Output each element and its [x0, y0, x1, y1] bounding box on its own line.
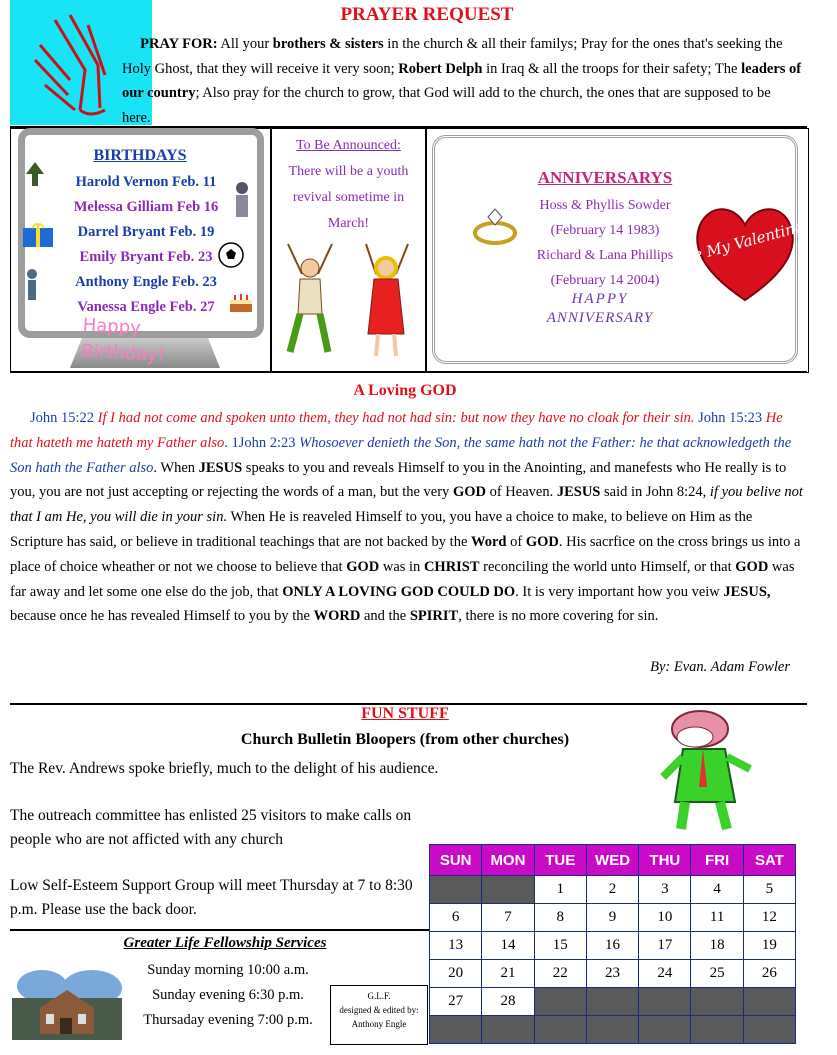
calendar-day: [586, 988, 638, 1016]
calendar-day: [743, 1016, 795, 1044]
calendar-week-row: [430, 932, 796, 960]
calendar-day: 2: [586, 876, 638, 904]
calendar-week-row: [430, 904, 796, 932]
anniversary-line: (February 14 2004): [550, 273, 660, 288]
calendar-day: 7: [482, 904, 534, 932]
calendar-day: [482, 876, 534, 904]
calendar-day: 9: [586, 904, 638, 932]
calendar-day: [482, 1016, 534, 1044]
calendar-day: [430, 876, 482, 904]
calendar-day: 6: [430, 904, 482, 932]
anniversary-line: Hoss & Phyllis Sowder: [539, 198, 671, 213]
happy-birthday-text: Happy Birthday!: [80, 314, 166, 366]
calendar-day: [639, 1016, 691, 1044]
birthdays-title: BIRTHDAYS: [93, 147, 187, 164]
day-header: SUN: [430, 845, 482, 876]
calendar-day: 16: [586, 932, 638, 960]
calendar-day: 14: [482, 932, 534, 960]
day-header: WED: [586, 845, 638, 876]
valentine-heart-image: [680, 195, 806, 310]
day-header: TUE: [534, 845, 586, 876]
calendar-day: 18: [691, 932, 743, 960]
blooper-item: The Rev. Andrews spoke briefly, much to the delight of his audience.: [10, 760, 439, 777]
divider: [10, 929, 429, 931]
valentine-text: Be My Valentine: [680, 217, 806, 268]
calendar-day: [534, 1016, 586, 1044]
article-title: A Loving GOD: [353, 382, 457, 399]
article-byline: By: Evan. Adam Fowler: [650, 659, 790, 675]
calendar-day: [743, 988, 795, 1016]
birthday-item: Melessa Gilliam Feb 16: [73, 199, 219, 215]
birthday-item: Harold Vernon Feb. 11: [75, 174, 217, 190]
calendar-day: 26: [743, 960, 795, 988]
calendar-day: 23: [586, 960, 638, 988]
birthday-item: Darrel Bryant Feb. 19: [77, 224, 215, 240]
calendar-day: 24: [639, 960, 691, 988]
prayer-title: PRAYER REQUEST: [340, 4, 514, 25]
calendar-day: 11: [691, 904, 743, 932]
calendar-week-row: [430, 876, 796, 904]
hippo-cartoon-image: [655, 707, 765, 835]
calendar-day: [639, 988, 691, 1016]
calendar-day: 22: [534, 960, 586, 988]
calendar-day: [586, 1016, 638, 1044]
birthday-item: Emily Bryant Feb. 23: [79, 249, 213, 265]
calendar-day: 25: [691, 960, 743, 988]
calendar-day: 13: [430, 932, 482, 960]
calendar-day: [691, 988, 743, 1016]
calendar: [429, 844, 796, 1044]
day-header: THU: [639, 845, 691, 876]
service-time: Sunday evening 6:30 p.m.: [152, 987, 304, 1003]
calendar-header-row: [430, 845, 796, 876]
calendar-week-row: [430, 960, 796, 988]
prayer-text: PRAY FOR: All your brothers & sisters in the church & all their familys; Pray for the ones that's seeking the Holy Ghost, that they will receive it very soon; Robert Delph in Iraq & all the troops for their safety; The leaders of our country; Also pray for the church to grow, that God will add to the church, the ones that are supposed to be here.: [122, 36, 802, 126]
calendar-day: 27: [430, 988, 482, 1016]
gift-icon: [22, 222, 54, 248]
figure-icon: [22, 268, 42, 304]
calendar-day: 3: [639, 876, 691, 904]
bloopers-subtitle: Church Bulletin Bloopers (from other churches): [240, 731, 570, 748]
happy-anniversary-text: HAPPY ANNIVERSARY: [546, 291, 654, 326]
anniversaries-title: ANNIVERSARYS: [537, 168, 673, 187]
calendar-day: 1: [534, 876, 586, 904]
article-body: John 15:22 If I had not come and spoken unto them, they had not had sin: but now they have no cloak for their sin. John 15:23 He that hateth me hateth my Father also. 1John 2:23 Whosoever denieth the Son, the same hath not the Father: he that acknowledgeth the Son hath the Father also. When JESUS speaks to you and reveals Himself to you in the Anointing, and manefests who He really is to you, you are not just accepting or rejecting the words of a man, but the very GOD of Heaven. JESUS said in John 8:24, if you belive not that I am He, you will die in your sin. When He is reaveled Himself to you, you have a choice to make, to believe on Him as the Scripture has said, or believe in traditional teachings that are not backed by the Word of GOD. His sacrfice on the cross brings us into a place of choice wheather or not we choose to believe that GOD was in CHRIST reconciling the world unto Himself, or that GOD was far away and let some one else do the job, that ONLY A LOVING GOD COULD DO. It is very important how you veiw JESUS, because once he has revealed Himself to you by the WORD and the SPIRIT, there is no more covering for sin.: [10, 410, 803, 625]
day-header: SAT: [743, 845, 795, 876]
calendar-day: 28: [482, 988, 534, 1016]
calendar-day: 10: [639, 904, 691, 932]
calendar-week-row: [430, 988, 796, 1016]
youth-body: There will be a youth revival sometime in March!: [288, 164, 409, 231]
calendar-day: 20: [430, 960, 482, 988]
calendar-day: [691, 1016, 743, 1044]
day-header: MON: [482, 845, 534, 876]
youth-announcement: [276, 133, 421, 237]
services-title: Greater Life Fellowship Services: [123, 935, 327, 951]
church-building-image: [12, 968, 122, 1040]
calendar-day: [534, 988, 586, 1016]
blooper-item: The outreach committee has enlisted 25 visitors to make calls on people who are not afficted with any church: [10, 807, 412, 848]
youth-heading: To Be Announced:: [296, 138, 401, 153]
calendar-day: [430, 1016, 482, 1044]
calendar-day: 21: [482, 960, 534, 988]
calendar-day: 17: [639, 932, 691, 960]
fun-stuff-title: FUN STUFF: [361, 705, 449, 722]
cake-icon: [228, 292, 254, 314]
anniversary-line: Richard & Lana Phillips: [536, 248, 674, 263]
birthday-item: Anthony Engle Feb. 23: [75, 274, 217, 290]
eagle-icon: [24, 160, 46, 188]
blooper-item: Low Self-Esteem Support Group will meet Thursday at 7 to 8:30 p.m. Please use the back door.: [10, 877, 413, 918]
anniversary-line: (February 14 1983): [550, 223, 660, 238]
calendar-day: 8: [534, 904, 586, 932]
birthday-item: Vanessa Engle Feb. 27: [77, 299, 215, 315]
divider: [10, 371, 807, 373]
calendar-week-row: [430, 1016, 796, 1044]
calendar-day: 15: [534, 932, 586, 960]
calendar-day: 12: [743, 904, 795, 932]
credit-box: G.L.F. designed & edited by: Anthony Engle: [330, 985, 428, 1045]
calendar-day: 4: [691, 876, 743, 904]
service-time: Sunday morning 10:00 a.m.: [147, 962, 309, 978]
calendar-day: 19: [743, 932, 795, 960]
day-header: FRI: [691, 845, 743, 876]
service-time: Thursaday evening 7:00 p.m.: [143, 1012, 313, 1028]
clown-icon: [232, 180, 252, 220]
ring-icon: [470, 205, 520, 247]
soccer-ball-icon: [218, 242, 244, 268]
cheering-people-image: [276, 234, 421, 362]
calendar-day: 5: [743, 876, 795, 904]
